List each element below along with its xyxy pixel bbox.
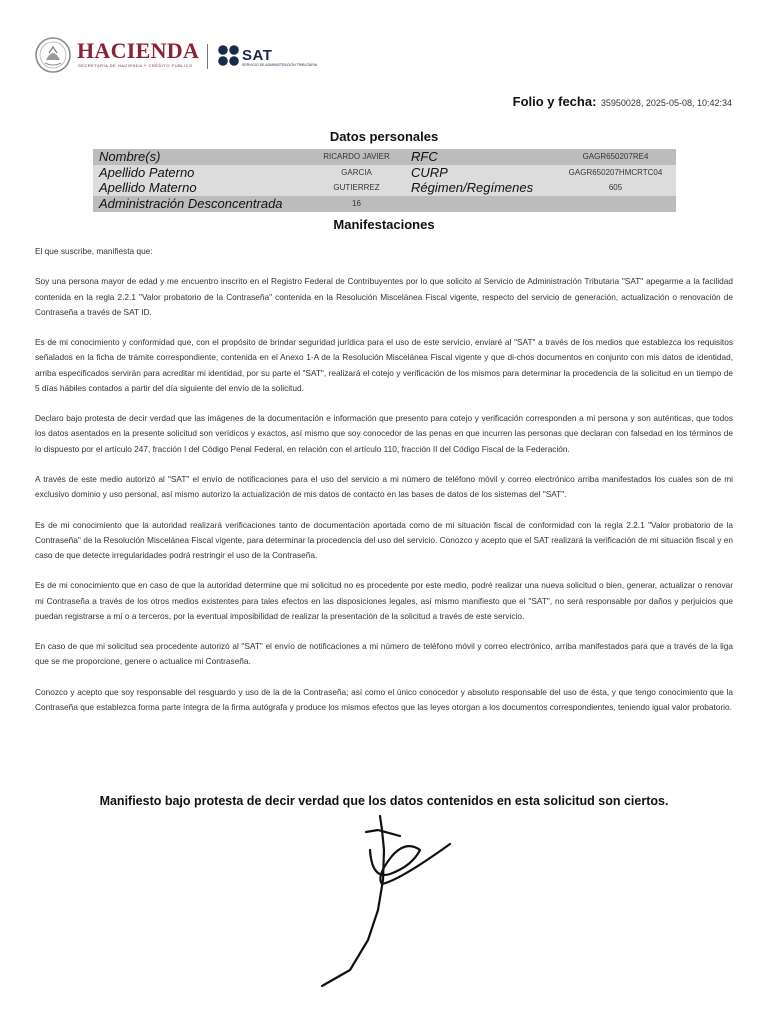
sat-logo-icon	[217, 44, 241, 68]
folio-label: Folio y fecha:	[512, 94, 597, 109]
hacienda-subtitle: SECRETARÍA DE HACIENDA Y CRÉDITO PÚBLICO	[78, 63, 193, 68]
field-value: RICARDO JAVIER	[308, 149, 405, 165]
national-seal-icon	[34, 36, 72, 74]
paragraph: A través de este medio autorizó al "SAT" el envío de notificaciones para el uso del servicio a mi número de teléfono móvil y correo electrónico arriba manifestados los cuales son de mi exclusivo dominio y uso personal, así mismo autorizo la actualización de mis datos de contacto en las bases de datos de los sistemas del "SAT".	[35, 473, 733, 500]
folio-value: 35950028, 2025-05-08, 10:42:34	[600, 98, 732, 108]
sat-subtitle: SERVICIO DE ADMINISTRACIÓN TRIBUTARIA	[242, 63, 318, 67]
field-label: Apellido Paterno	[93, 165, 308, 181]
field-value: 605	[555, 180, 676, 196]
paragraph: Es de mi conocimiento que la autoridad realizará verificaciones tanto de documentación aportada como de mi situación fiscal de conformidad con la regla 2.2.1 "Valor probatorio de la Contraseña" de la Resolución Miscelánea Fiscal vigente, para determinar la procedencia del uso del servicio. Conozco y acepto que el SAT realizará la verificación de mi situación fiscal y en caso de que detecte irregularidades podrá restringir el uso de la Contraseña.	[35, 519, 733, 560]
field-value: 16	[308, 196, 405, 212]
hacienda-logo-text: HACIENDA	[77, 38, 200, 63]
paragraph: Conozco y acepto que soy responsable del resguardo y uso de la de la Contraseña; así como el único conocedor y absoluto responsable del uso de ésta, y que tengo conocimiento que la Contraseña que establezca forma parte íntegra de la firma autógrafa y produce los mismos efectos que las leyes otorgan a los documentos correspondientes, teniendo igual valor probatorio.	[35, 686, 733, 712]
manifestations-body	[35, 244, 733, 730]
table-row	[93, 149, 676, 165]
personal-data-table	[93, 149, 676, 212]
field-label	[405, 196, 555, 212]
paragraph: Es de mi conocimiento que en caso de que la autoridad determine que mi solicitud no es procedente por este medio, podré realizar una nueva solicitud o bien, generar, actualizar o renovar mi Contraseña a través de los otros medios existentes para tales efectos en las disposiciones legales, así mismo manifiesto que el "SAT", no será responsable por daños y perjuicios que puedan registrarse a mí o a terceros, por la eventual imposibilidad de realizar la presentación de la solicitud a través de este servicio.	[35, 580, 733, 621]
paragraph: El que suscribe, manifiesta que:	[35, 246, 153, 256]
sat-logo-text: SAT	[242, 47, 273, 64]
header-logos	[34, 36, 354, 76]
table-row	[93, 180, 676, 196]
field-value	[555, 196, 676, 212]
table-row	[93, 165, 676, 181]
paragraph: Soy una persona mayor de edad y me encuentro inscrito en el Registro Federal de Contribuyentes por lo que solicito al Servicio de Administración Tributaria "SAT" apegarme a la facilidad contenida en la regla 2.2.1 "Valor probatorio de la Contraseña" contenida en la Resolución Miscelánea Fiscal vigente, respecto del servicio de generación, actualización o renovación de Contraseña a través de SAT ID.	[35, 276, 733, 317]
table-row	[93, 196, 676, 212]
field-value: GARCIA	[308, 165, 405, 181]
paragraph: Es de mi conocimiento y conformidad que, con el propósito de brindar seguridad jurídica para el uso de este servicio, enviaré al "SAT" a través de los medios que establezca los requisitos señalados en la ficha de trámite correspondiente, contenida en el Anexo 1-A de la Resolución Miscelánea Fiscal vigente y que di-chos documentos en conjunto con mis datos de identidad, arriba especificados servirán para acreditar mi identidad, por su parte el "SAT", realizará el cotejo y verificación de los mismos para determinar la procedencia de la solicitud en un tiempo de 5 días hábiles contados a partir del día siguiente del envío de la solicitud.	[35, 337, 733, 393]
field-label: Apellido Materno	[93, 180, 308, 196]
manifestations-title: Manifestaciones	[333, 217, 435, 232]
logo-divider	[207, 44, 208, 69]
field-value: GUTIERREZ	[308, 180, 405, 196]
field-label: Régimen/Regímenes	[405, 180, 555, 196]
handwritten-signature	[310, 810, 460, 990]
paragraph: En caso de que mi solicitud sea procedente autorizó al "SAT" el envío de notificaciones a mi número de teléfono móvil y correo electrónico, arriba manifestados para que a través de la liga que se me proporcione, genere o actualice mi Contraseña.	[35, 641, 733, 667]
folio-line	[513, 93, 732, 111]
field-label: Administración Desconcentrada	[93, 196, 308, 212]
field-value: GAGR650207HMCRTC04	[555, 165, 676, 181]
field-label: RFC	[405, 149, 555, 165]
field-label: Nombre(s)	[93, 149, 308, 165]
personal-data-title: Datos personales	[329, 129, 439, 144]
field-value: GAGR650207RE4	[555, 149, 676, 165]
paragraph: Declaro bajo protesta de decir verdad que las imágenes de la documentación e información que presento para cotejo y verificación corresponden a mi persona y son auténticas, que todos los datos asentados en la presente solicitud son verídicos y exactos, así mismo que soy conocedor de las penas en que incurren las personas que declaran con falsedad en los términos de lo dispuesto por el artículo 247, fracción I del Código Penal Federal, en relación con el artículo 110, fracción II del Código Fiscal de la Federación.	[35, 413, 733, 454]
declaration-statement: Manifiesto bajo protesta de decir verdad que los datos contenidos en esta solicitud son ciertos.	[99, 794, 669, 808]
field-label: CURP	[405, 165, 555, 181]
